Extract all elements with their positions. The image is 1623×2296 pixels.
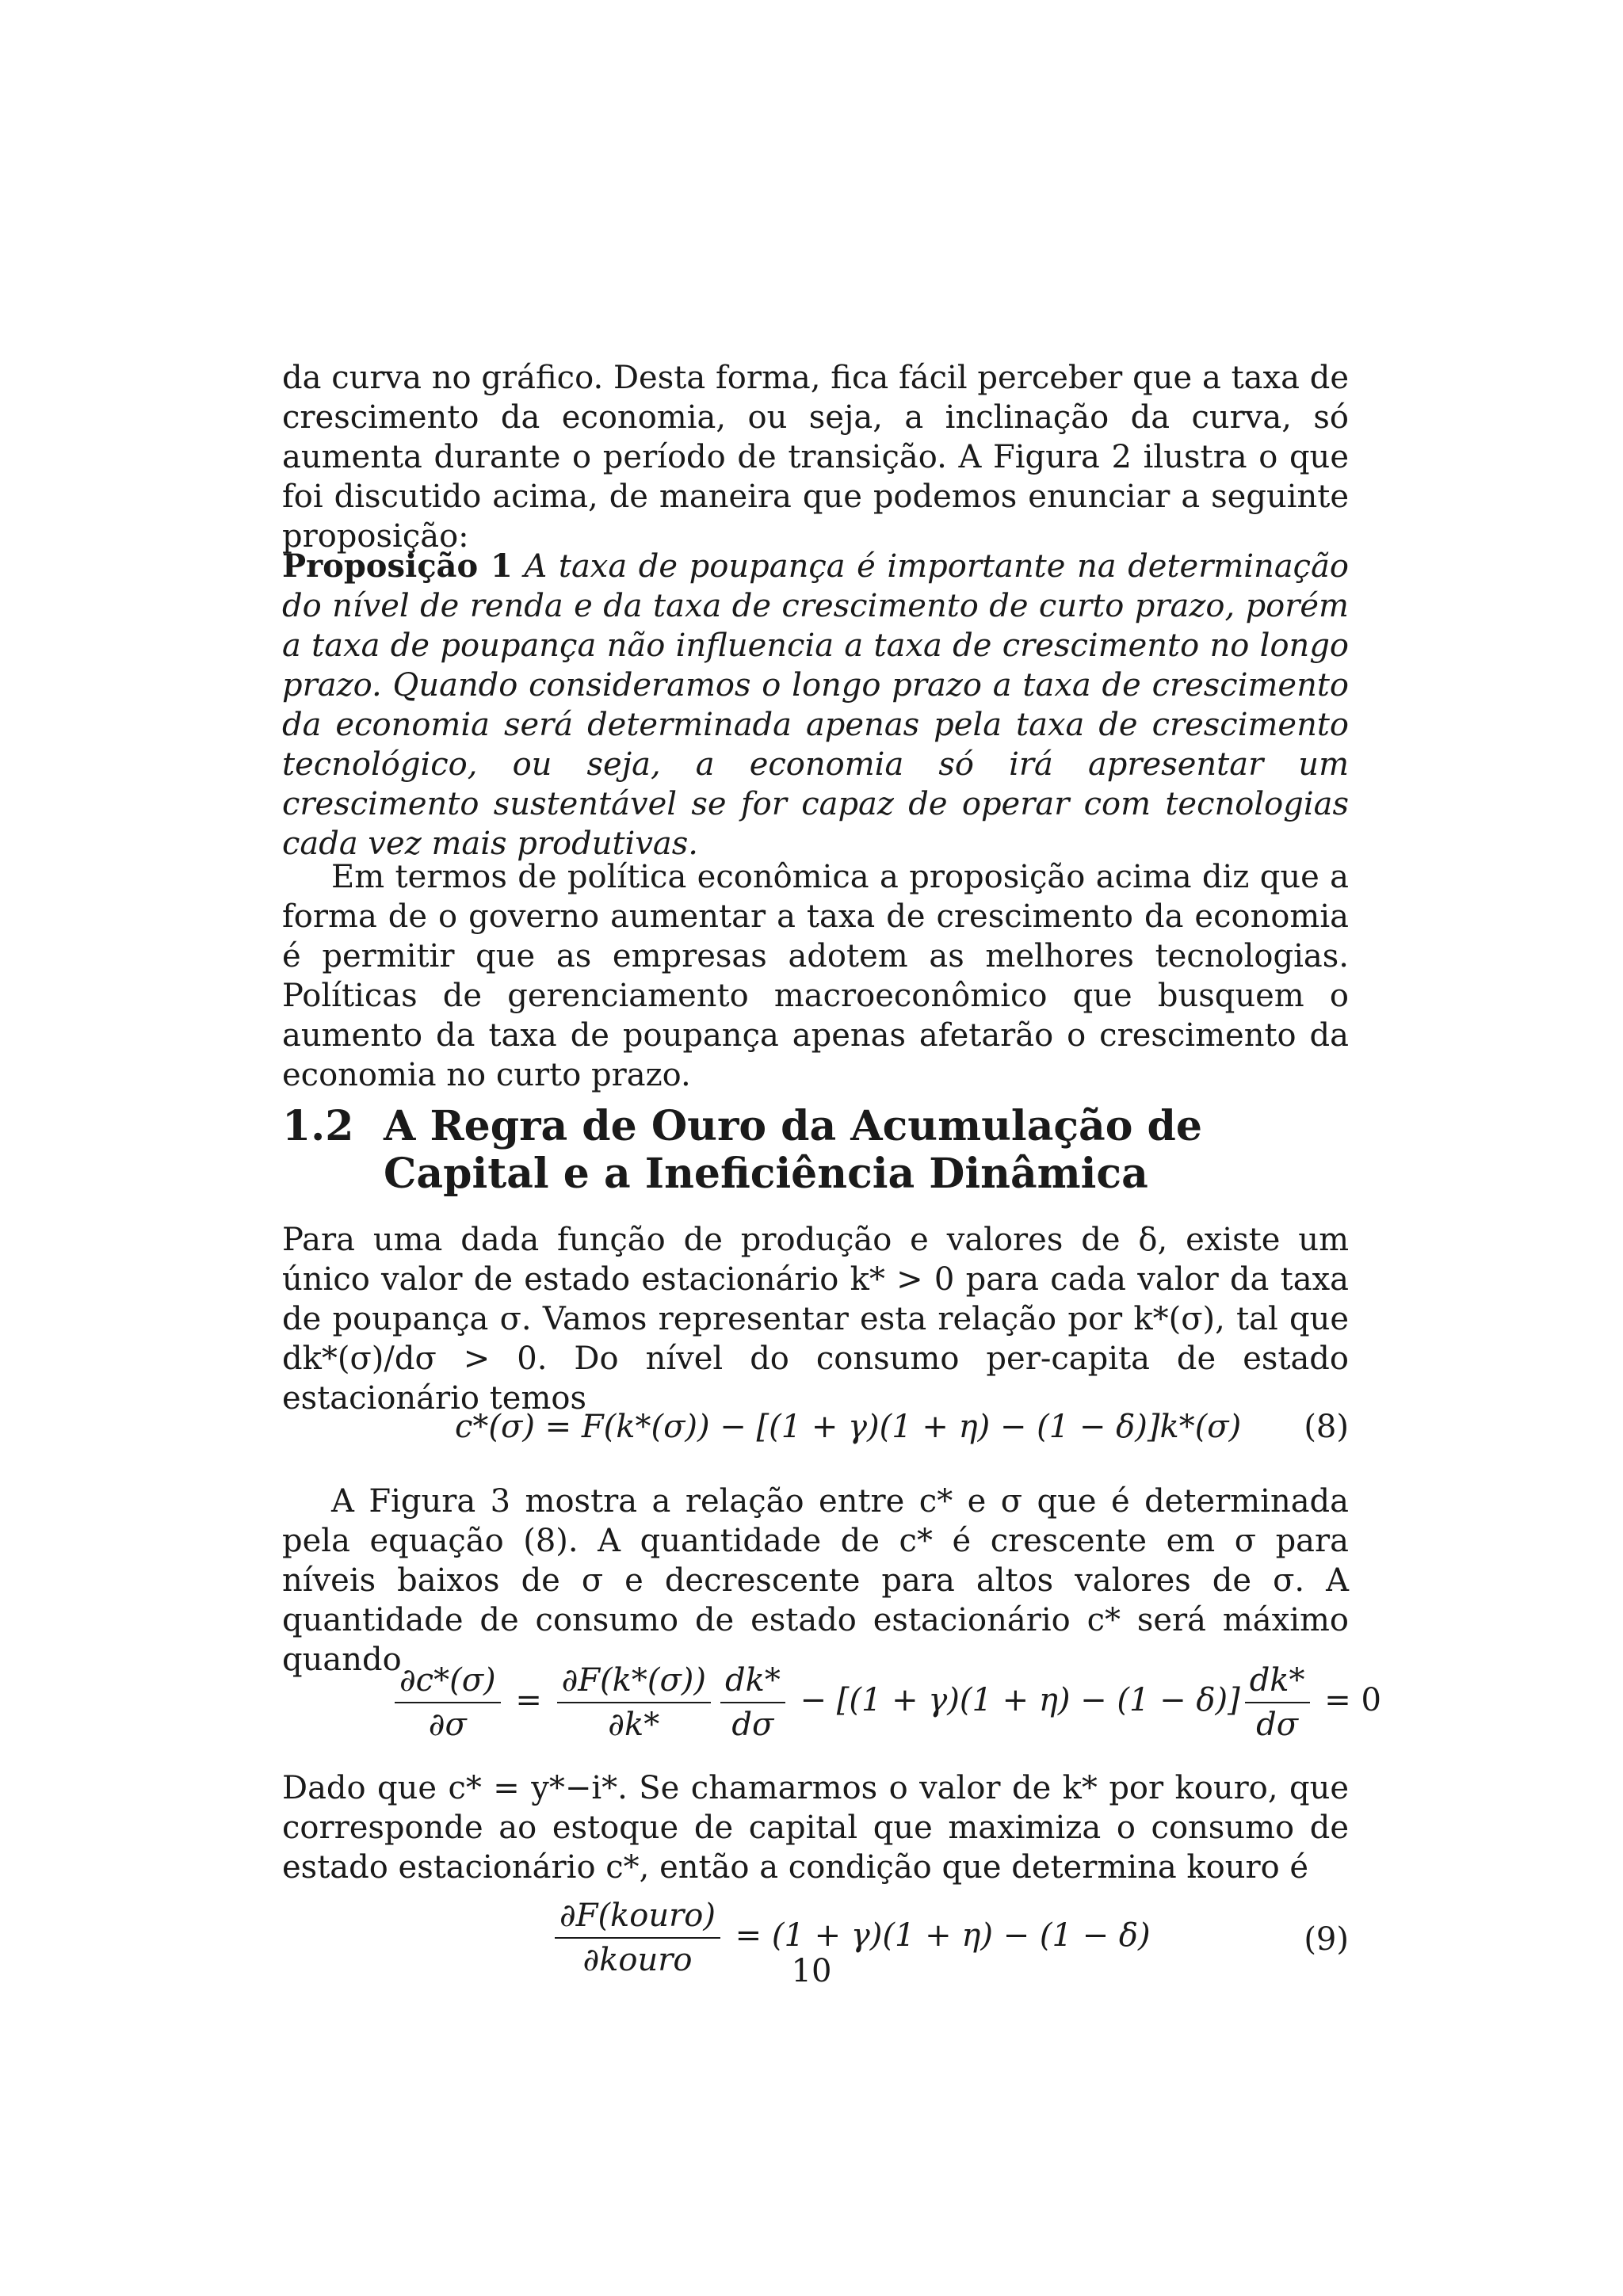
frac-dk-2: $\frac{dk*}{d\sigma}$ — [1245, 1662, 1310, 1743]
section-title: A Regra de Ouro da Acumulação de Capital e a Ineficiência Dinâmica — [384, 1102, 1202, 1198]
paragraph-figure3: A Figura 3 mostra a relação entre c* e σ que é determinada pela equação (8). A quantidade de c* é crescente em σ para níveis baixos de σ e decrescente para altos valores de σ. A quantidade de consumo de estado estacionário c* será máximo quando — [282, 1483, 1350, 1678]
equation-9: $\frac{\text{∂F(kouro)}}{\text{∂kouro}}$ = (1 + γ)(1 + η) − (1 − δ) (9) — [282, 1897, 1349, 1993]
equation-8-number: (8) — [1304, 1409, 1349, 1445]
paragraph-golden-rule: Dado que c* = y*−i*. Se chamarmos o valor de k* por kouro, que corresponde ao estoque de capital que maximiza o consumo de estado estacionário c*, então a condição que determina kouro é — [282, 1770, 1349, 1886]
page-number: 10 — [791, 1953, 832, 1989]
equation-8-body: c*(σ) = F(k*(σ)) − [(1 + γ)(1 + η) − (1 − δ)]k*(σ) — [455, 1409, 1242, 1445]
section-heading — [282, 1103, 1349, 1198]
paragraph-steady-state: Para uma dada função de produção e valores de δ, existe um único valor de estado estacionário k* > 0 para cada valor da taxa de poupança σ. Vamos representar esta relação por k*(σ), tal que dk*(σ)/dσ > 0. Do nível do consumo per-capita de estado estacionário temos — [282, 1222, 1349, 1417]
frac-dk: $\frac{dk*}{d\sigma}$ — [720, 1662, 785, 1743]
frac-lhs: $\frac{\partial c*(\sigma)}{\partial\sigma}$ — [395, 1662, 501, 1743]
paragraph-intro: da curva no gráfico. Desta forma, fica fácil perceber que a taxa de crescimento da economia, ou seja, a inclinação da curva, só aumenta durante o período de transição. A Figura 2 ilustra o que foi discutido acima, de maneira que podemos enunciar a seguinte proposição: — [282, 360, 1349, 555]
section-number: 1.2 — [282, 1102, 354, 1150]
frac-golden: $\frac{\text{∂F(kouro)}}{\text{∂kouro}}$ — [555, 1897, 720, 1978]
frac-dF: $\frac{\partial F(k*(\sigma))}{\partial k*}$ — [557, 1662, 711, 1743]
equation-8 — [282, 1409, 1349, 1453]
equation-9-number: (9) — [1304, 1921, 1349, 1958]
proposition-text: A taxa de poupança é importante na determinação do nível de renda e da taxa de crescimento de curto prazo, porém a taxa de poupança não influencia a taxa de crescimento no longo prazo. Quando consideramos o longo prazo a taxa de crescimento da economia será determinada apenas pela taxa de crescimento tecnológico, ou seja, a economia só irá apresentar um crescimento sustentável se for capaz de operar com tecnologias cada vez mais produtivas. — [282, 548, 1350, 862]
proposition-block — [282, 547, 1349, 864]
equation-max: $\frac{\partial c*(\sigma)}{\partial\sigma}$ = $\frac{\partial F(k*(\sigma))}{\partial k*}$ $\frac{dk*}{d\sigma}$ − [(1 + γ)(1 + η) − (1 − δ)] $\frac{dk*}{d\sigma}$ = 0 — [282, 1662, 1349, 1757]
paragraph-policy: Em termos de política econômica a proposição acima diz que a forma de o governo aumentar a taxa de crescimento da economia é permitir que as empresas adotem as melhores tecnologias. Políticas de gerenciamento macroeconômico que busquem o aumento da taxa de poupança apenas afetarão o crescimento da economia no curto prazo. — [282, 859, 1349, 1093]
proposition-label: Proposição 1 — [282, 547, 513, 585]
